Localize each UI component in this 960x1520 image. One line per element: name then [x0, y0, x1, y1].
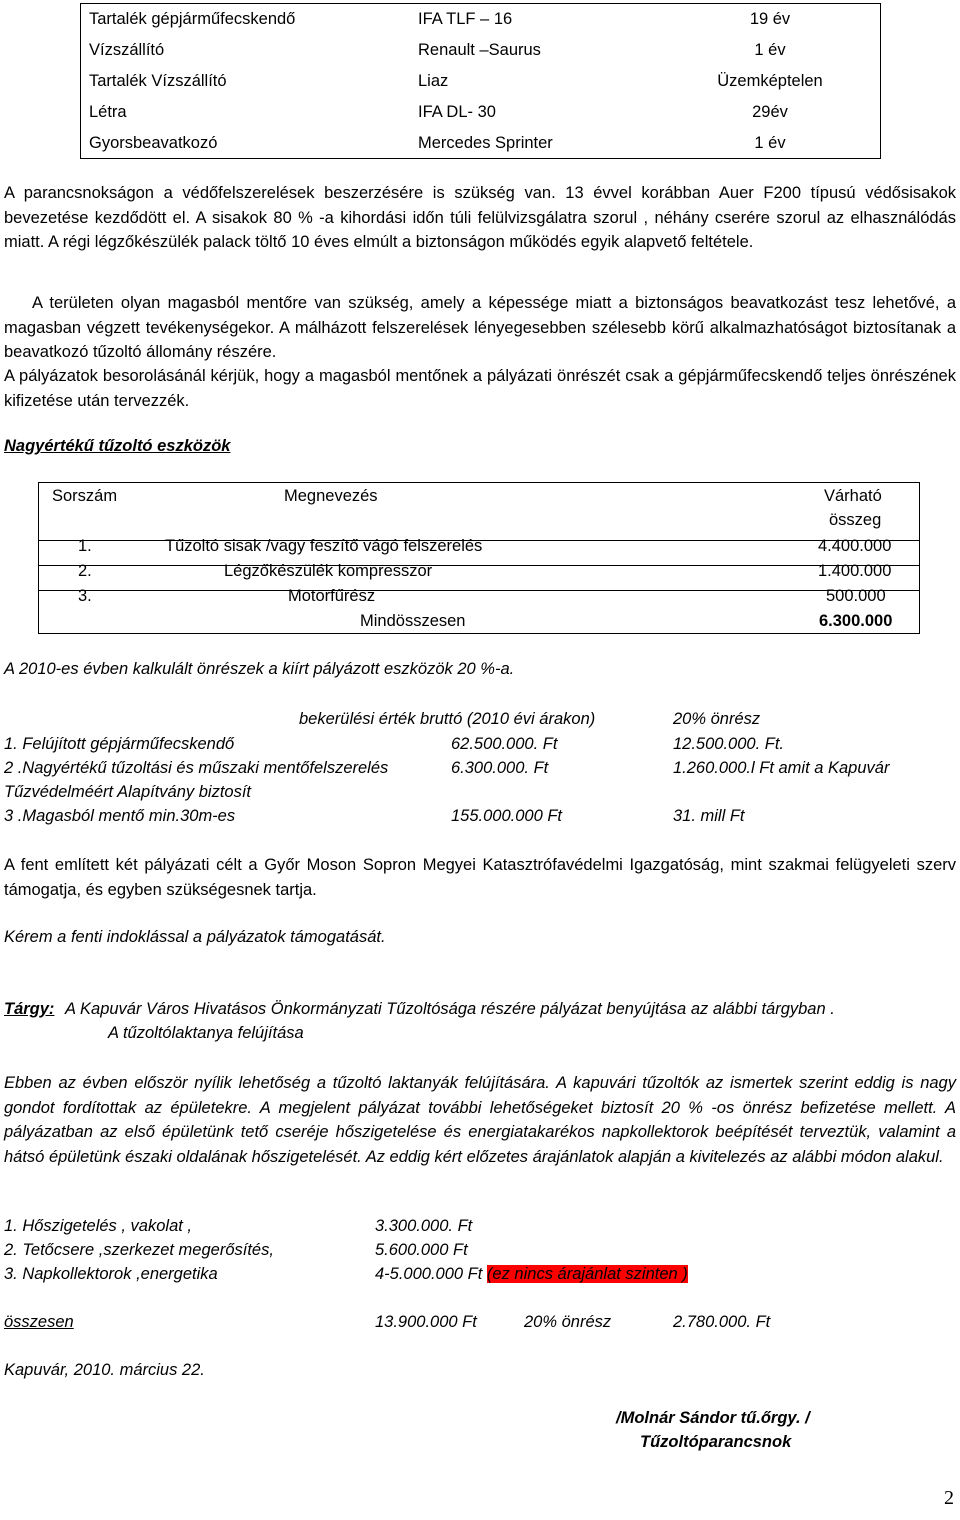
- vehicle-row: [81, 128, 880, 159]
- work-note-highlight: (ez nincs árajánlat szinten ): [486, 1265, 688, 1283]
- tools-row-cost: 500.000: [826, 587, 886, 605]
- vehicle-age: 1 év: [754, 41, 786, 59]
- vehicle-age: 19 év: [749, 10, 791, 28]
- work-name: 3. Napkollektorok ,energetika: [4, 1265, 218, 1283]
- total-label: összesen: [4, 1313, 74, 1331]
- vehicle-role: Tartalék Vízszállító: [89, 72, 227, 90]
- total-share: 2.780.000. Ft: [673, 1313, 771, 1331]
- cost-row-share: 12.500.000. Ft.: [673, 735, 784, 753]
- cost-row-value: 6.300.000. Ft: [451, 759, 549, 777]
- vehicle-age: 1 év: [754, 134, 786, 152]
- cost-row-extra: Tűzvédelméért Alapítvány biztosít: [4, 783, 252, 801]
- cost-header-share: 20% önrész: [673, 710, 761, 728]
- cost-row-value: 155.000.000 Ft: [451, 807, 563, 825]
- tools-row-num: 2.: [78, 562, 92, 580]
- cost-row-name: 1. Felújított gépjárműfecskendő: [4, 735, 235, 753]
- vehicle-row: [81, 4, 880, 35]
- place-date: Kapuvár, 2010. március 22.: [4, 1361, 205, 1379]
- vehicle-age: 29év: [752, 103, 788, 121]
- work-cost: 3.300.000. Ft: [375, 1217, 473, 1235]
- total-cost: 13.900.000 Ft: [375, 1313, 477, 1331]
- vehicle-table: [80, 3, 881, 159]
- subject-text: A Kapuvár Város Hivatásos Önkormányzati Tűzoltósága részére pályázat benyújtása az alábbi tárgyban .: [65, 1000, 835, 1018]
- vehicle-age: Üzemképtelen: [717, 72, 823, 90]
- vehicle-row: [81, 66, 880, 97]
- tools-row-num: 1.: [78, 537, 92, 555]
- page-number: 2: [944, 1487, 954, 1509]
- cost-header-value: bekerülési érték bruttó (2010 évi árakon): [299, 710, 596, 728]
- tools-row-cost: 4.400.000: [818, 537, 892, 555]
- vehicle-model: IFA DL- 30: [418, 103, 496, 121]
- request-text: Kérem a fenti indoklással a pályázatok támogatását.: [4, 928, 386, 946]
- vehicle-role: Vízszállító: [89, 41, 165, 59]
- cost-row-value: 62.500.000. Ft: [451, 735, 558, 753]
- vehicle-row: [81, 97, 880, 128]
- tools-row-num: 3.: [78, 587, 92, 605]
- vehicle-model: Liaz: [418, 72, 449, 90]
- vehicle-role: Gyorsbeavatkozó: [89, 134, 218, 152]
- tools-header-cost: Várható: [824, 487, 882, 505]
- tools-row-cost: 1.400.000: [818, 562, 892, 580]
- vehicle-model: Mercedes Sprinter: [418, 134, 553, 152]
- tools-heading: Nagyértékű tűzoltó eszközök: [4, 437, 231, 455]
- cost-row-name: 2 .Nagyértékű tűzoltási és műszaki mentőfelszerelés: [4, 759, 389, 777]
- tools-table: [38, 482, 920, 634]
- subject-label: Tárgy:: [4, 1000, 55, 1018]
- work-cost-line: [375, 1265, 688, 1284]
- tools-header-cost: összeg: [829, 511, 882, 529]
- tools-total-value: 6.300.000: [819, 612, 893, 630]
- vehicle-role: Tartalék gépjárműfecskendő: [89, 10, 296, 28]
- signature-title: Tűzoltóparancsnok: [640, 1433, 792, 1451]
- paragraph-renovation: Ebben az évben először nyílik lehetőség a tűzoltó laktanyák felújítására. A kapuvári tűzoltók az ismertek szerint eddig is nagy gondot fordítottak az épületekre. A megjelent pályázat további lehetőségeket biztosít 20 % -os önrész befizetése mellett. A pályázatban az első épületünk tető cseréje hőszigetelése és energiatakarékos napkollektorok beépítését terveztük, valamint a hátsó épületünk északi oldalának hőszigetelését. Az eddig kért előzetes árajánlatok alapján a kivitelezés az alábbi módon alakul.: [4, 1074, 956, 1166]
- total-share-label: 20% önrész: [524, 1313, 612, 1331]
- paragraph-equipment: A parancsnokságon a védőfelszerelések beszerzésére is szükség van. 13 évvel korábban Auer F200 típusú védősisakok bevezetése kezdődött el. A sisakok 80 % -a kihordási időn túli felülvizsgálatra szorul , néhány cserére szorul az elhasználódás miatt. A régi légzőkészülék palack töltő 10 éves elmúlt a biztonságon működés egyik alapvető feltétele.: [4, 184, 956, 251]
- vehicle-role: Létra: [89, 103, 127, 121]
- paragraph-rescue: A területen olyan magasból mentőre van szükség, amely a képessége miatt a biztonságos beavatkozást tesz lehetővé, a magasban végzett tevékenységekor. A málházott felszerelések lényegesebben szélesebb körű alkalmazhatóságot biztosítanak a beavatkozó tűzoltó állomány részére.: [4, 294, 956, 361]
- tools-header-name: Megnevezés: [284, 487, 378, 505]
- tools-row-name: Légzőkészülék kompresszor: [224, 562, 433, 580]
- cost-row-name: 3 .Magasból mentő min.30m-es: [4, 807, 236, 825]
- tools-total-label: Mindösszesen: [360, 612, 466, 630]
- tools-header-num: Sorszám: [52, 487, 118, 505]
- cost-row-share: 1.260.000.l Ft amit a Kapuvár: [673, 759, 890, 777]
- work-cost: 5.600.000 Ft: [375, 1241, 468, 1259]
- signature-name: /Molnár Sándor tű.őrgy. /: [616, 1409, 810, 1427]
- subject-line: [4, 1000, 835, 1019]
- tools-row-name: Motorfűrész: [288, 587, 376, 605]
- tools-row-name: Tűzoltó sisak /vagy feszítő vágó felszerelés: [165, 537, 483, 555]
- work-name: 1. Hőszigetelés , vakolat ,: [4, 1217, 193, 1235]
- paragraph-priority: A pályázatok besorolásánál kérjük, hogy a magasból mentőnek a pályázati önrészét csak a gépjárműfecskendő teljes önrészének kifizetése után tervezzék.: [4, 367, 956, 410]
- calc-note: A 2010-es évben kalkulált önrészek a kiírt pályázott eszközök 20 %-a.: [4, 660, 515, 678]
- work-name: 2. Tetőcsere ,szerkezet megerősítés,: [4, 1241, 274, 1259]
- total-row: [4, 1313, 776, 1332]
- cost-row-share: 31. mill Ft: [673, 807, 745, 825]
- vehicle-row: [81, 35, 880, 66]
- vehicle-model: IFA TLF – 16: [418, 10, 513, 28]
- paragraph-support: A fent említett két pályázati célt a Győr Moson Sopron Megyei Katasztrófavédelmi Igazgatóság, mint szakmai felügyeleti szerv támogatja, és egyben szükségesnek tartja.: [4, 856, 956, 899]
- vehicle-model: Renault –Saurus: [418, 41, 541, 59]
- work-cost: 4-5.000.000 Ft: [375, 1265, 483, 1283]
- subject-title: A tűzoltólaktanya felújítása: [108, 1024, 304, 1042]
